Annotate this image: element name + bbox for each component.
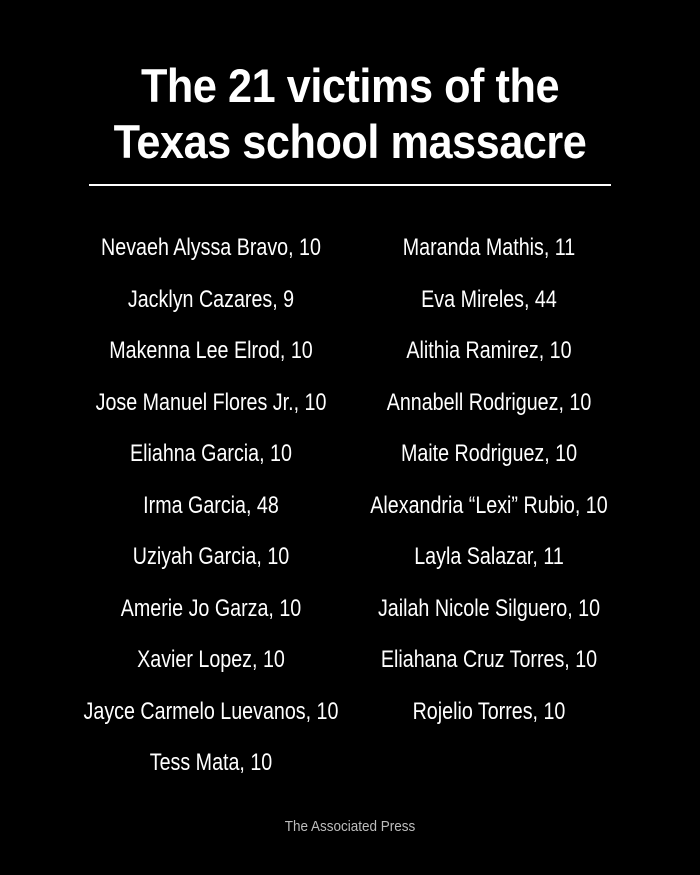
victim-name: Rojelio Torres, 10 (412, 697, 566, 725)
victim-name: Jacklyn Cazares, 9 (127, 285, 295, 313)
victim-name: Jayce Carmelo Luevanos, 10 (83, 697, 339, 725)
victim-name: Eliahna Garcia, 10 (130, 440, 292, 467)
victim-name: Xavier Lopez, 10 (137, 646, 285, 673)
title-divider (89, 184, 611, 186)
victim-name: Alithia Ramirez, 10 (406, 337, 572, 364)
title-line-2: Texas school massacre (113, 115, 587, 168)
victim-name: Eliahana Cruz Torres, 10 (380, 646, 598, 673)
victim-name: Maranda Mathis, 11 (402, 234, 576, 261)
victim-name: Makenna Lee Elrod, 10 (109, 337, 313, 364)
victim-name: Layla Salazar, 11 (414, 543, 564, 570)
victim-name: Nevaeh Alyssa Bravo, 10 (101, 234, 321, 261)
victim-name: Eva Mireles, 44 (421, 285, 557, 313)
victim-name: Amerie Jo Garza, 10 (120, 594, 302, 622)
victim-name: Jose Manuel Flores Jr., 10 (95, 388, 327, 416)
source-credit: The Associated Press (284, 818, 416, 835)
victim-name: Jailah Nicole Silguero, 10 (377, 594, 601, 622)
victim-name: Irma Garcia, 48 (143, 491, 279, 519)
victim-name: Annabell Rodriguez, 10 (386, 388, 592, 416)
victim-name: Tess Mata, 10 (149, 749, 273, 776)
page-title (28, 58, 672, 170)
victims-list-right (324, 222, 654, 737)
title-line-1: The 21 victims of the (140, 59, 560, 112)
victim-name: Alexandria “Lexi” Rubio, 10 (370, 491, 608, 519)
victim-name: Uziyah Garcia, 10 (132, 543, 290, 570)
victim-name: Maite Rodriguez, 10 (400, 440, 578, 467)
